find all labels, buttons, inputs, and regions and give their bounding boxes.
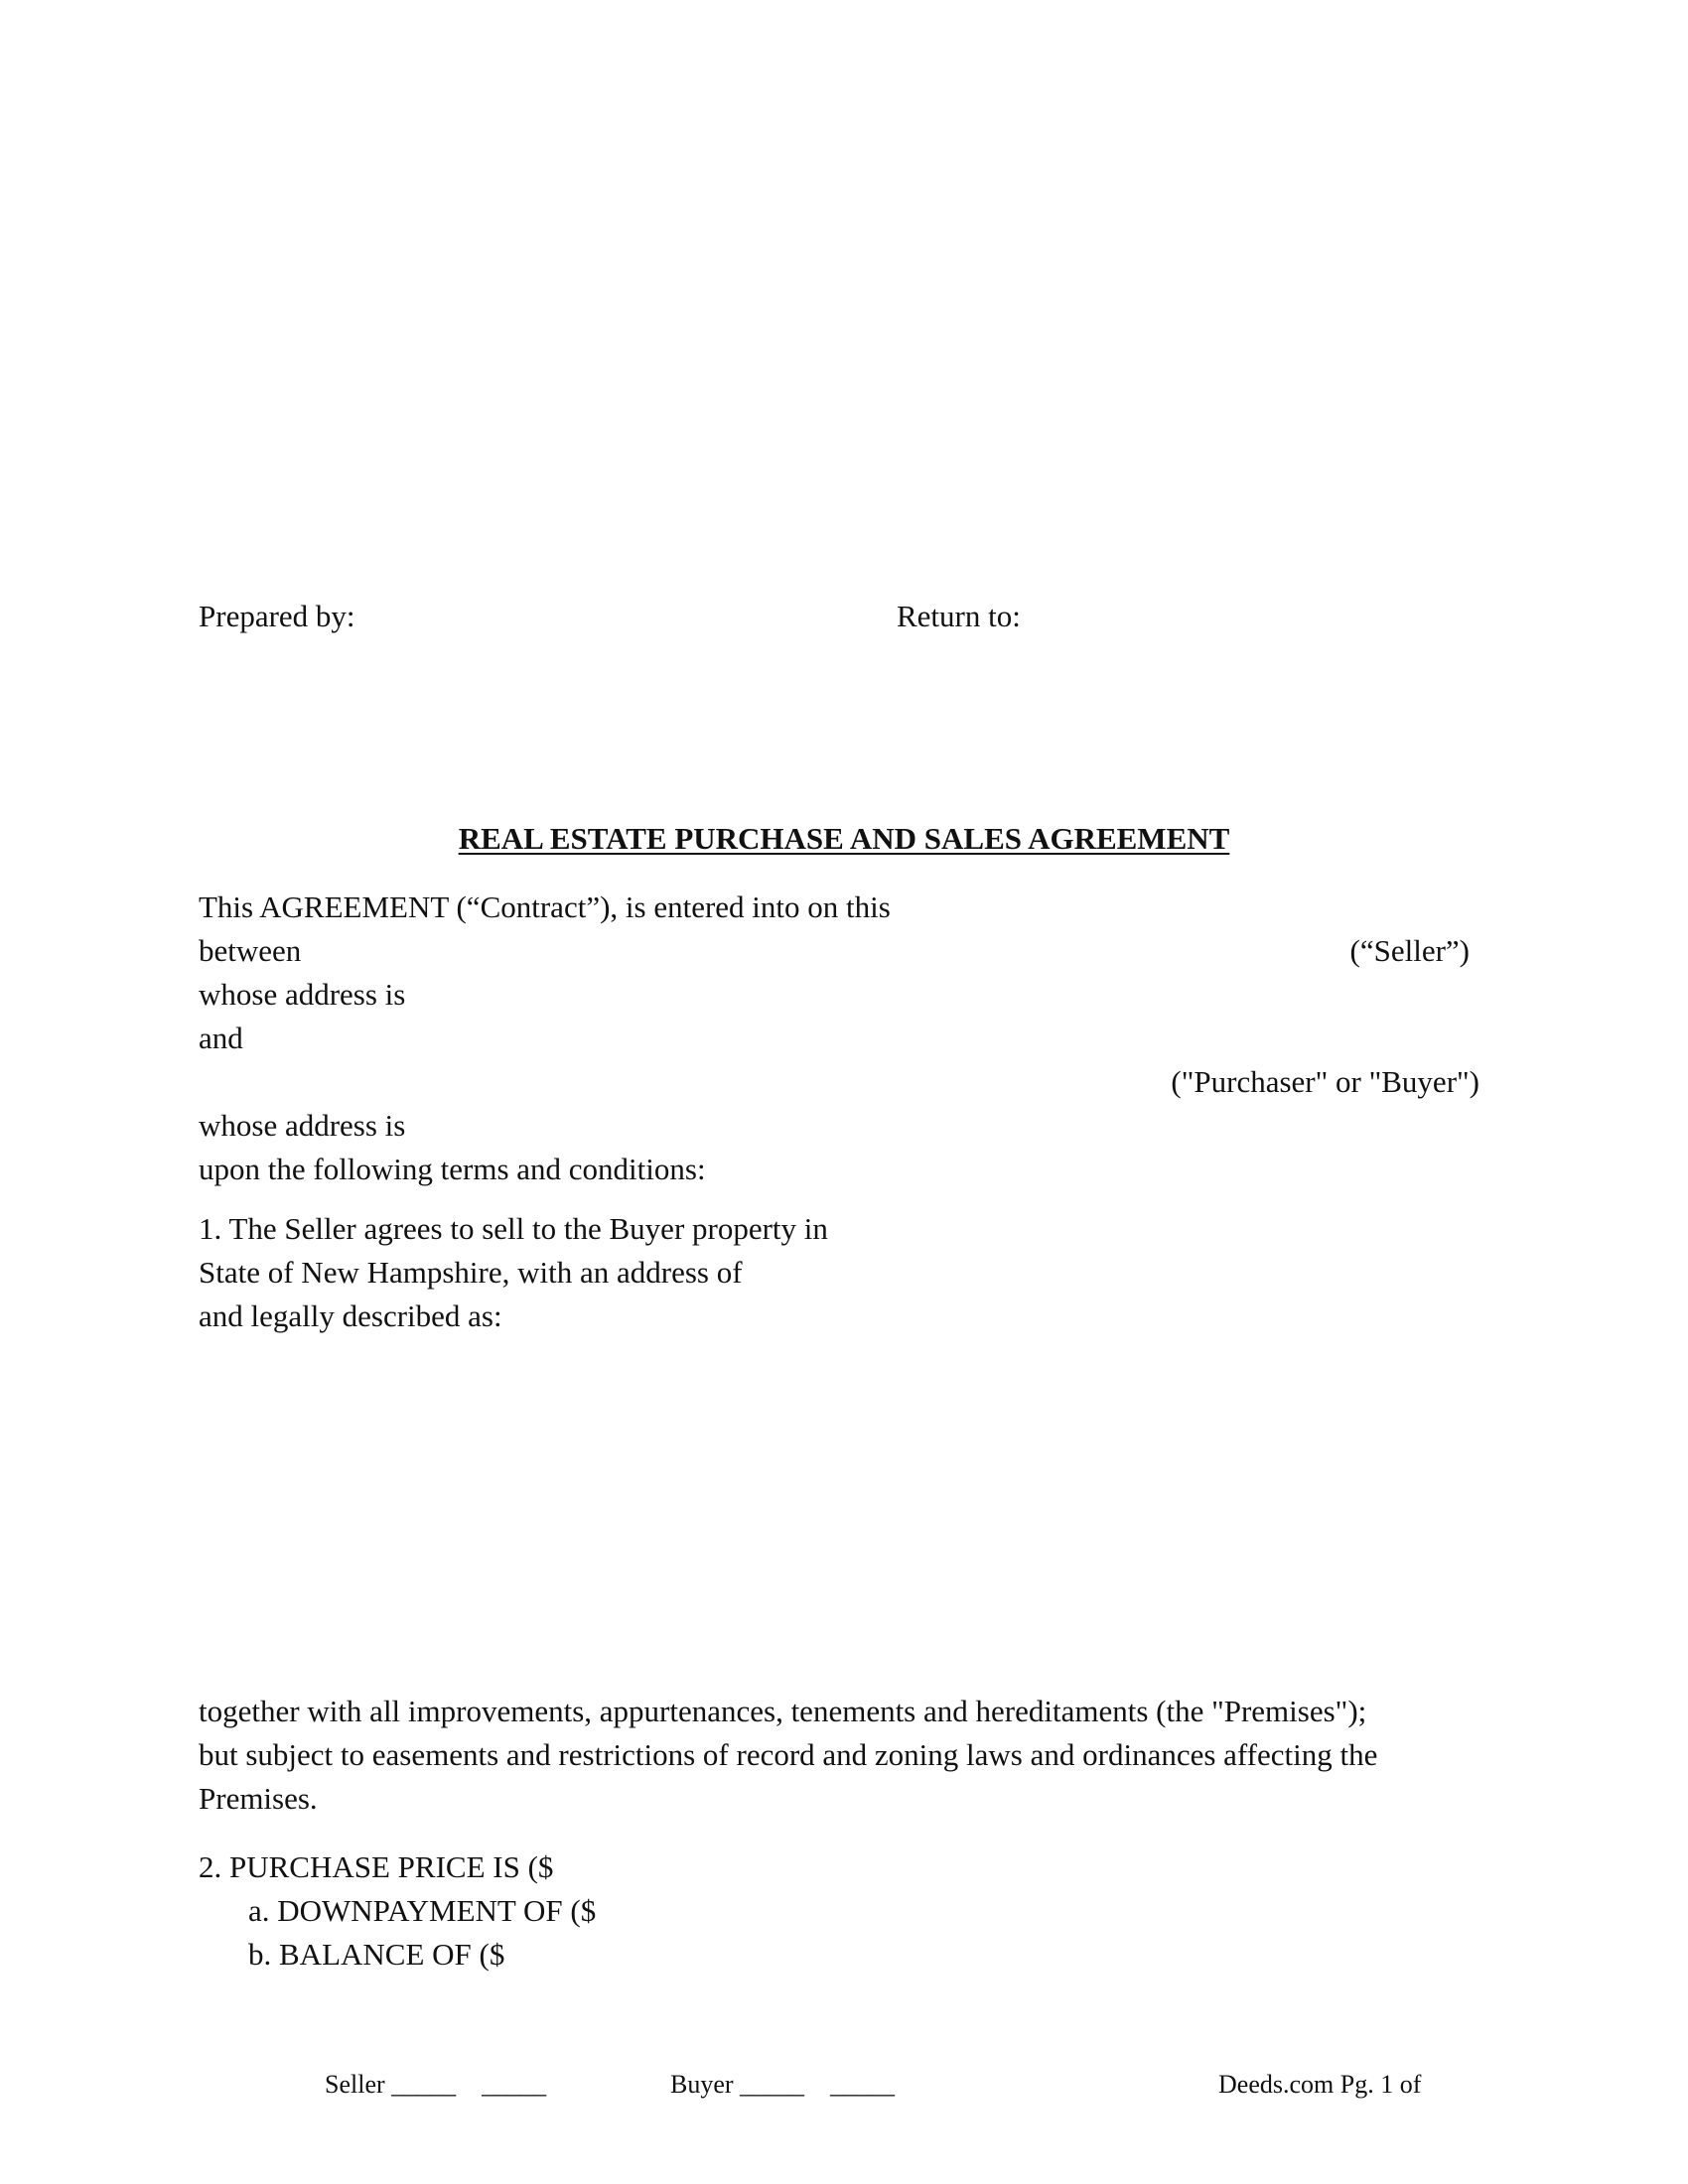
seller-designation: (“Seller”) xyxy=(1349,933,1470,968)
premises-line-3: Premises. xyxy=(199,1781,318,1816)
premises-line-1: together with all improvements, appurtenances, tenements and hereditaments (the "Premises"); xyxy=(199,1694,1367,1728)
between-label: between xyxy=(199,933,302,968)
clause-1-line-1: 1. The Seller agrees to sell to the Buyer property in xyxy=(199,1211,828,1246)
prepared-by-label: Prepared by: xyxy=(199,599,355,633)
clause-1-line-2: State of New Hampshire, with an address of xyxy=(199,1255,743,1290)
seller-address-label: whose address is xyxy=(199,977,406,1012)
balance-line: b. BALANCE OF ($ xyxy=(248,1937,505,1972)
page-number: Deeds.com Pg. 1 of xyxy=(1218,2070,1422,2099)
agreement-intro: This AGREEMENT (“Contract”), is entered into on this xyxy=(199,889,891,924)
terms-intro: upon the following terms and conditions: xyxy=(199,1152,706,1186)
premises-line-2: but subject to easements and restrictions of record and zoning laws and ordinances affecting the xyxy=(199,1737,1378,1772)
and-label: and xyxy=(199,1021,243,1055)
return-to-label: Return to: xyxy=(897,599,1021,633)
buyer-address-label: whose address is xyxy=(199,1108,406,1143)
clause-1-line-3: and legally described as: xyxy=(199,1298,502,1333)
document-title: REAL ESTATE PURCHASE AND SALES AGREEMENT xyxy=(458,821,1230,856)
purchaser-designation: ("Purchaser" or "Buyer") xyxy=(1171,1064,1479,1099)
buyer-initials: Buyer _____ _____ xyxy=(670,2070,896,2099)
downpayment-line: a. DOWNPAYMENT OF ($ xyxy=(248,1893,597,1928)
purchase-price-line: 2. PURCHASE PRICE IS ($ xyxy=(199,1849,554,1884)
seller-initials: Seller _____ _____ xyxy=(325,2070,547,2099)
